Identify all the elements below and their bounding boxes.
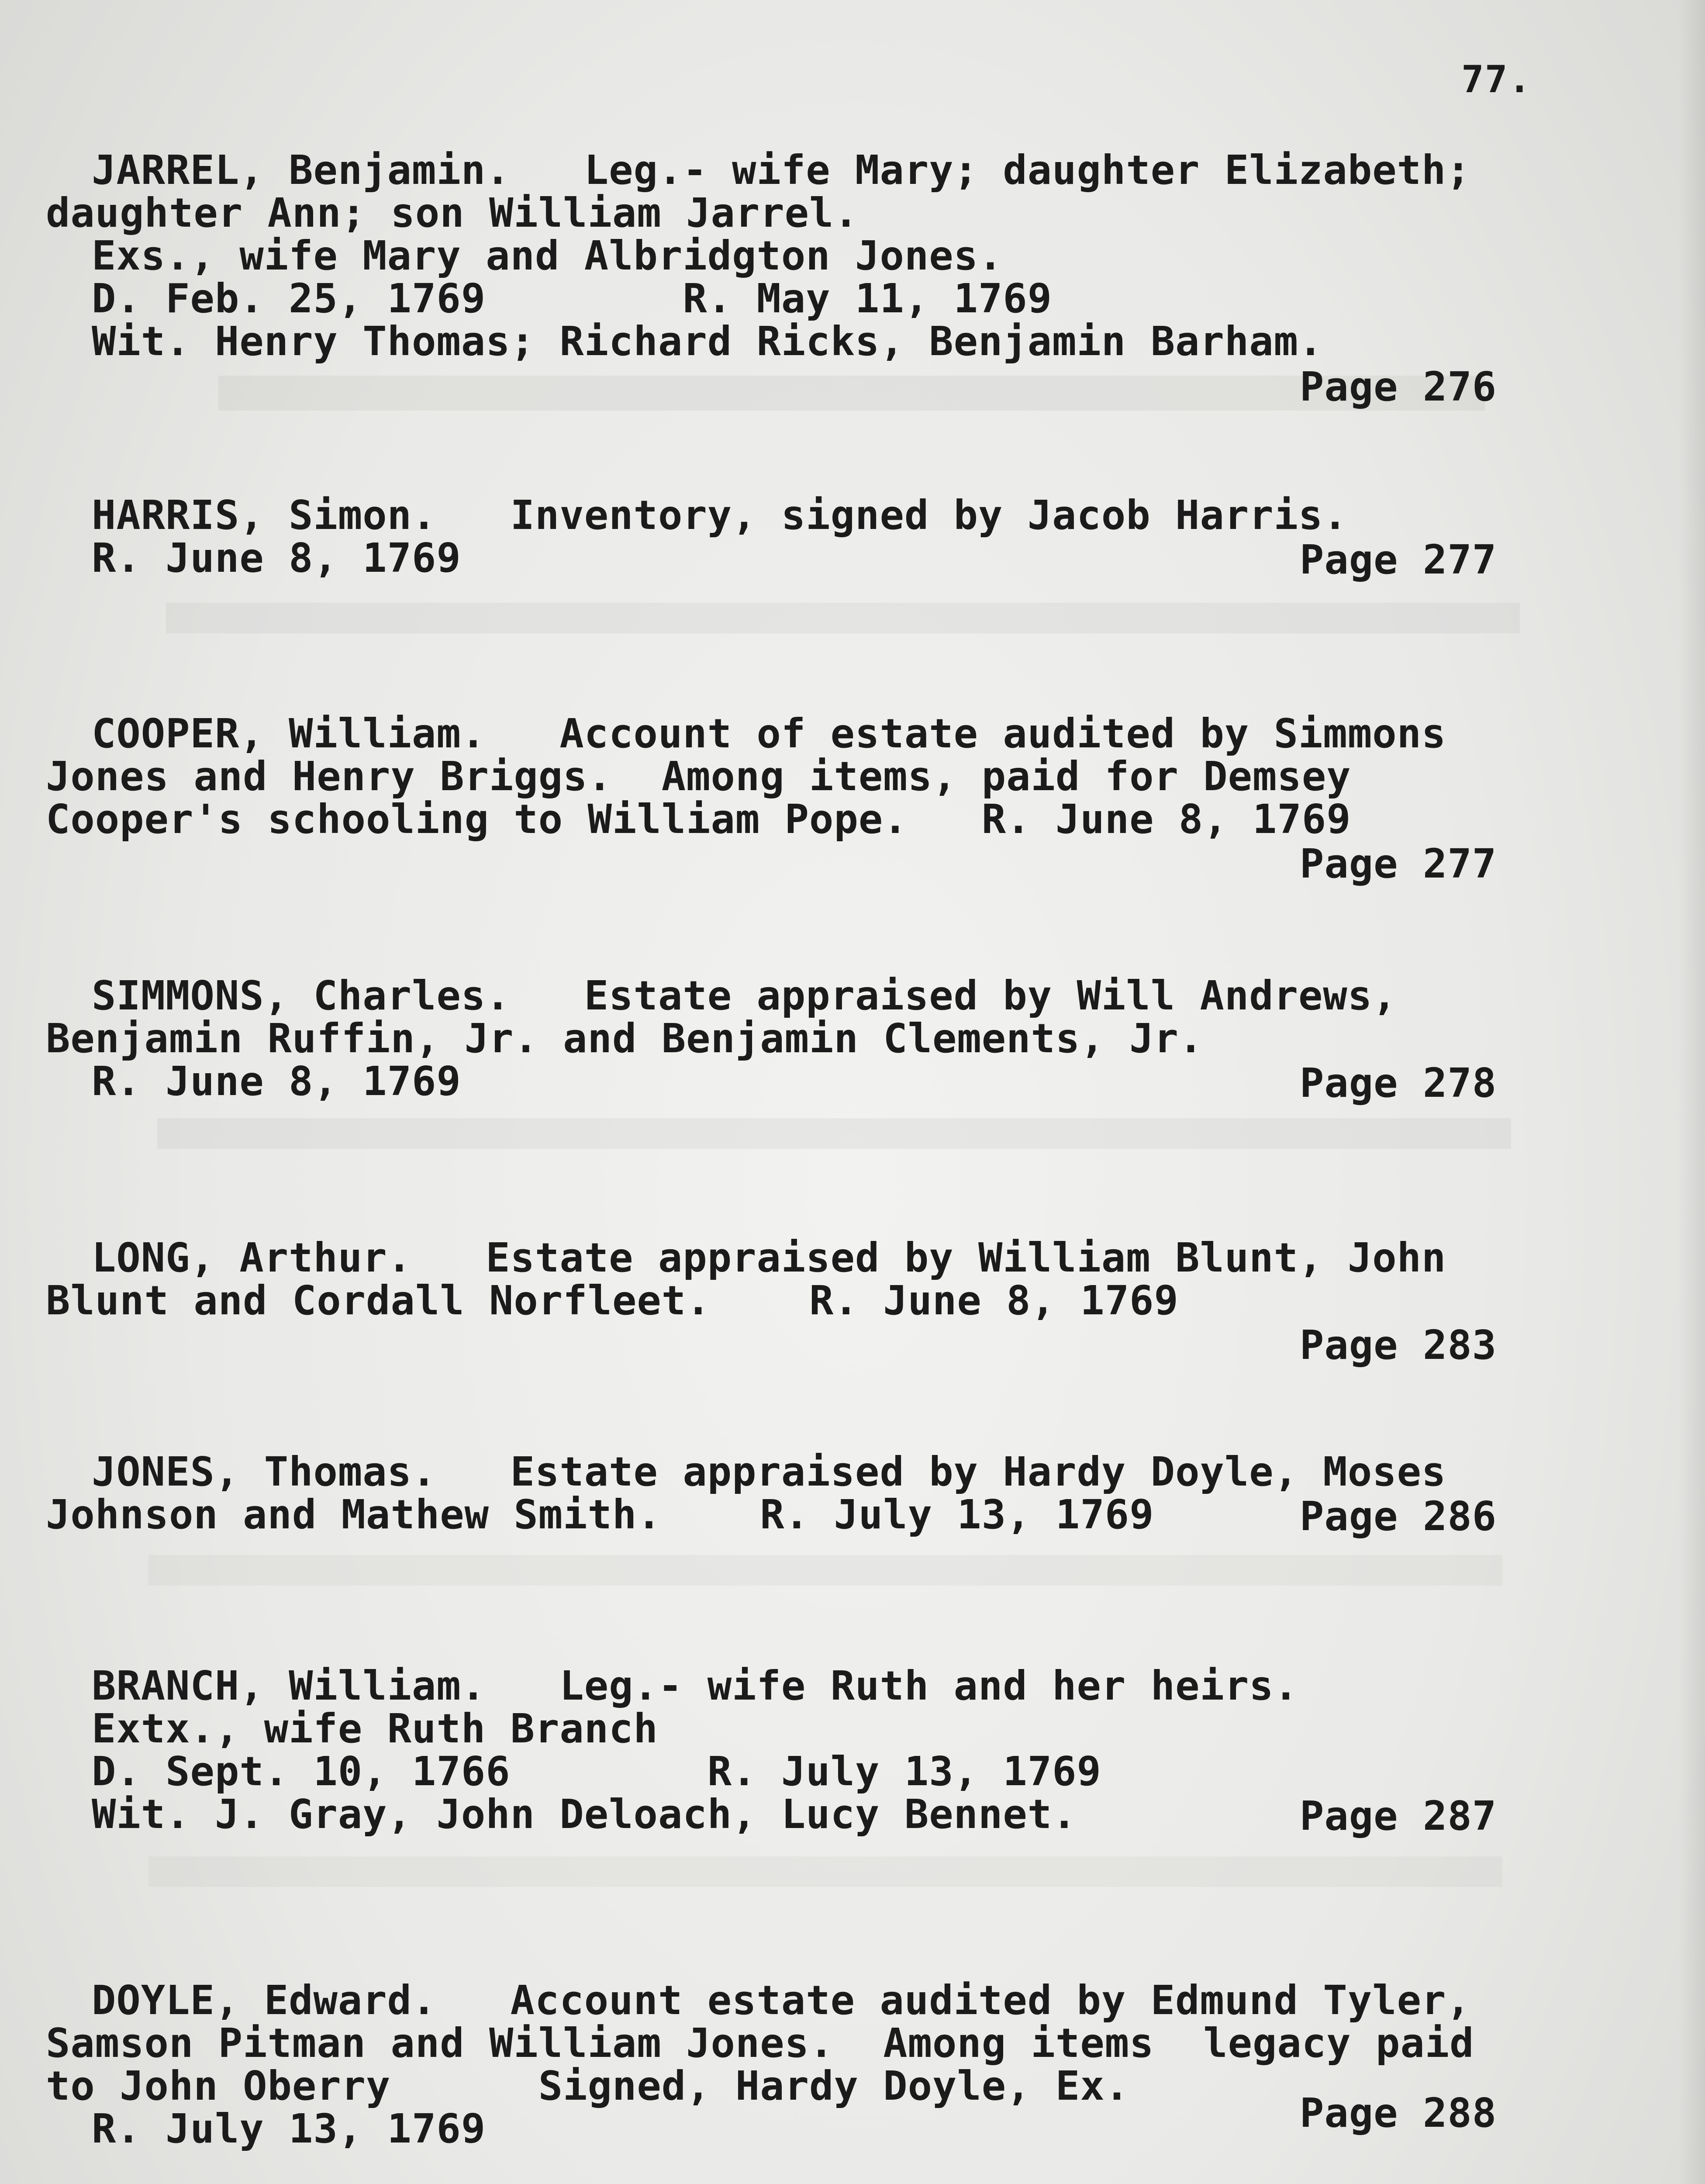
entry-line: DOYLE, Edward. Account estate audited by Edmund Tyler, <box>92 1977 1471 2024</box>
entry-line: JARREL, Benjamin. Leg.- wife Mary; daughter Elizabeth; <box>92 147 1471 194</box>
entry-line: COOPER, William. Account of estate audited by Simmons <box>92 710 1446 757</box>
bleed-through-shadow <box>148 1555 1502 1586</box>
entry-line: BRANCH, William. Leg.- wife Ruth and her heirs. <box>92 1662 1299 1709</box>
page-edge-shadow <box>1679 0 1705 2184</box>
entry-line: Extx., wife Ruth Branch <box>92 1705 658 1752</box>
page-reference: Page 283 <box>1300 1322 1497 1368</box>
entry-line: Blunt and Cordall Norfleet. R. June 8, 1769 <box>46 1277 1179 1324</box>
entry-line: R. June 8, 1769 <box>92 535 461 581</box>
page-reference: Page 276 <box>1300 363 1497 410</box>
page-reference: Page 277 <box>1300 536 1497 583</box>
page-reference: Page 277 <box>1300 840 1497 887</box>
bleed-through-shadow <box>148 1856 1502 1887</box>
page-reference: Page 287 <box>1300 1793 1497 1839</box>
bleed-through-shadow <box>166 603 1520 633</box>
entry-line: daughter Ann; son William Jarrel. <box>46 190 859 236</box>
entry-line: Samson Pitman and William Jones. Among items legacy paid <box>46 2020 1474 2067</box>
entry-line: D. Sept. 10, 1766 R. July 13, 1769 <box>92 1748 1101 1795</box>
entry-line: R. July 13, 1769 <box>92 2105 486 2152</box>
page-reference: Page 286 <box>1300 1493 1497 1540</box>
entry-line: Jones and Henry Briggs. Among items, paid for Demsey <box>46 753 1351 800</box>
entry-line: Benjamin Ruffin, Jr. and Benjamin Clements, Jr. <box>46 1015 1204 1062</box>
bleed-through-shadow <box>218 376 1485 411</box>
entry-line: D. Feb. 25, 1769 R. May 11, 1769 <box>92 275 1053 322</box>
bleed-through-shadow <box>157 1118 1511 1149</box>
page-number: 77. <box>1461 58 1532 101</box>
entry-line: Exs., wife Mary and Albridgton Jones. <box>92 232 1003 279</box>
entry-line: Cooper's schooling to William Pope. R. June 8, 1769 <box>46 796 1351 843</box>
entry-line: Wit. Henry Thomas; Richard Ricks, Benjamin Barham. <box>92 318 1323 365</box>
entry-line: HARRIS, Simon. Inventory, signed by Jacob Harris. <box>92 492 1348 539</box>
entry-line: to John Oberry Signed, Hardy Doyle, Ex. <box>46 2063 1130 2109</box>
entry-line: Johnson and Mathew Smith. R. July 13, 1769 <box>46 1491 1154 1538</box>
entry-line: SIMMONS, Charles. Estate appraised by Will Andrews, <box>92 972 1397 1019</box>
page-reference: Page 288 <box>1300 2090 1497 2136</box>
entry-line: JONES, Thomas. Estate appraised by Hardy Doyle, Moses <box>92 1448 1446 1495</box>
page-reference: Page 278 <box>1300 1060 1497 1106</box>
entry-line: LONG, Arthur. Estate appraised by William Blunt, John <box>92 1234 1446 1281</box>
entry-line: Wit. J. Gray, John Deloach, Lucy Bennet. <box>92 1791 1077 1838</box>
entry-line: R. June 8, 1769 <box>92 1058 461 1105</box>
